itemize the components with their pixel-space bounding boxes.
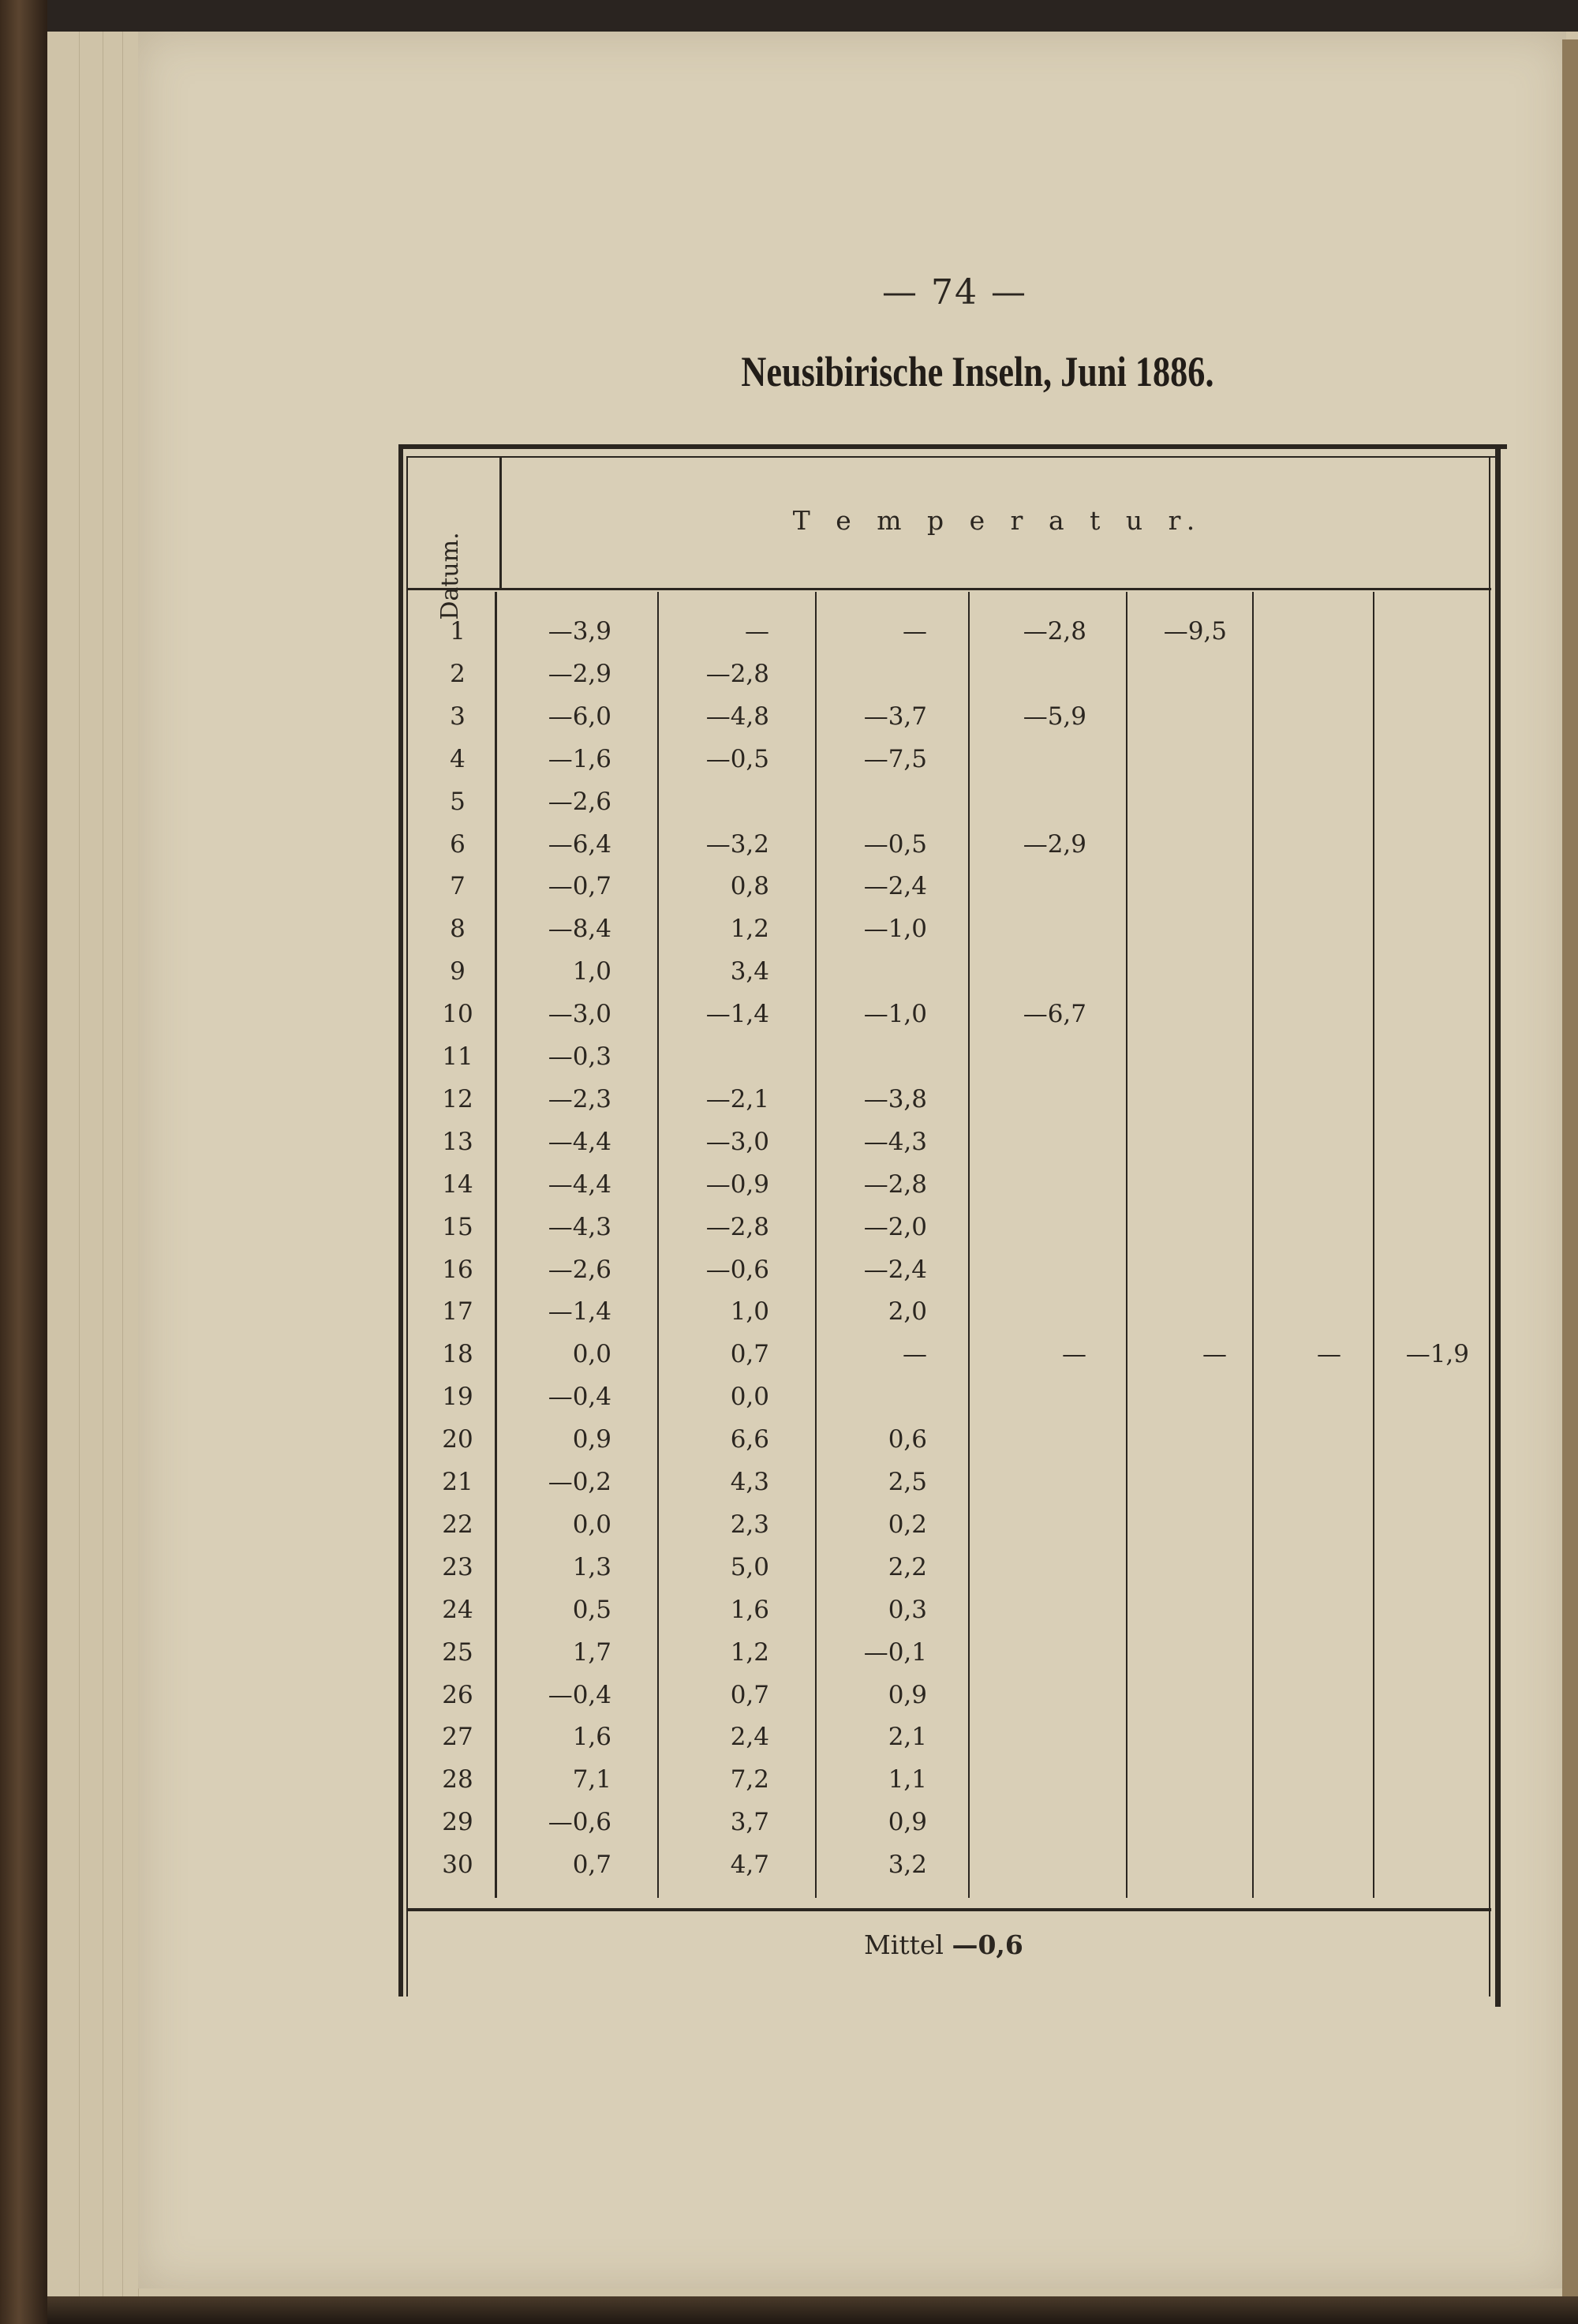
temperature-cell: [1343, 1038, 1469, 1076]
temperature-cell: [1215, 1166, 1341, 1203]
temperature-cell: 1,2: [730, 915, 769, 943]
temperature-cell: [1101, 1080, 1227, 1118]
temperature-cell: [1101, 1463, 1227, 1501]
temperature-cell: [1215, 1506, 1341, 1544]
temperature-cell: [801, 952, 927, 990]
temperature-cell: [960, 1506, 1086, 1544]
temperature-cell: [960, 1293, 1086, 1330]
temperature-cell: 0,0: [572, 1340, 611, 1368]
temperature-cell: [1215, 1634, 1341, 1671]
temperature-cell: —0,5: [705, 745, 769, 773]
temperature-cell: [1215, 1761, 1341, 1798]
temperature-cell: —0,6: [705, 1256, 769, 1284]
temperature-cell: —1,9: [1405, 1340, 1469, 1368]
temperature-cell: [1343, 1506, 1469, 1544]
day-number: 9: [450, 957, 466, 986]
mittel-value: —0,6: [952, 1929, 1023, 1960]
temperature-cell: [960, 655, 1086, 693]
temperature-cell: 1,6: [730, 1596, 769, 1624]
temperature-cell: —4,4: [548, 1170, 611, 1199]
temperature-cell: [960, 952, 1086, 990]
day-number: 4: [450, 745, 466, 773]
temperature-cell: —4,4: [548, 1128, 611, 1156]
header-datum: Datum.: [436, 532, 464, 620]
temperature-cell: —1,0: [863, 915, 927, 943]
temperature-cell: —4,3: [863, 1128, 927, 1156]
temperature-cell: —0,4: [548, 1383, 611, 1411]
temperature-cell: 0,8: [730, 872, 769, 900]
temperature-cell: 2,2: [888, 1553, 927, 1581]
temperature-cell: [1343, 1634, 1469, 1671]
temperature-cell: 1,2: [730, 1638, 769, 1667]
temperature-cell: —: [903, 617, 927, 646]
day-number: 6: [450, 830, 466, 859]
temperature-cell: —9,5: [1163, 617, 1227, 646]
temperature-cell: [1215, 1718, 1341, 1756]
temperature-cell: —3,0: [705, 1128, 769, 1156]
temperature-cell: [1101, 698, 1227, 735]
temperature-cell: [960, 1038, 1086, 1076]
temperature-cell: 0,9: [888, 1681, 927, 1709]
temperature-cell: —8,4: [548, 915, 611, 943]
temperature-cell: —0,1: [863, 1638, 927, 1667]
day-number: 18: [442, 1340, 473, 1368]
temperature-cell: 0,2: [888, 1510, 927, 1539]
temperature-cell: —7,5: [863, 745, 927, 773]
temperature-cell: [960, 1761, 1086, 1798]
temperature-cell: [1215, 1251, 1341, 1289]
temperature-cell: [1101, 867, 1227, 905]
temperature-cell: [1101, 1846, 1227, 1884]
temperature-cell: [1101, 1548, 1227, 1586]
temperature-cell: [1215, 655, 1341, 693]
temperature-cell: [1343, 1420, 1469, 1458]
temperature-cell: [1343, 1208, 1469, 1246]
temperature-cell: —2,6: [548, 788, 611, 816]
temperature-cell: —2,0: [863, 1213, 927, 1241]
temperature-cell: [643, 1038, 769, 1076]
temperature-cell: 7,2: [730, 1765, 769, 1794]
day-number: 22: [442, 1510, 473, 1539]
temperature-cell: [1215, 1548, 1341, 1586]
temperature-cell: [1343, 1166, 1469, 1203]
temperature-cell: [1101, 1803, 1227, 1841]
page-number: — 74 —: [882, 272, 1027, 312]
temperature-cell: —3,7: [863, 702, 927, 731]
temperature-cell: [1343, 698, 1469, 735]
temperature-cell: —0,6: [548, 1808, 611, 1836]
day-number: 13: [442, 1128, 473, 1156]
temperature-cell: [1101, 1761, 1227, 1798]
day-number: 16: [442, 1256, 473, 1284]
temperature-cell: [1343, 910, 1469, 948]
day-number: 10: [442, 1000, 473, 1028]
temperature-cell: [1343, 995, 1469, 1033]
temperature-cell: [1343, 1251, 1469, 1289]
temperature-cell: [960, 1846, 1086, 1884]
temperature-cell: —: [1202, 1340, 1227, 1368]
temperature-cell: [801, 1038, 927, 1076]
temperature-cell: 1,0: [572, 957, 611, 986]
table-left-rule: [398, 444, 403, 1997]
temperature-cell: [1215, 1378, 1341, 1416]
temperature-cell: 0,0: [730, 1383, 769, 1411]
temperature-cell: [960, 783, 1086, 821]
temperature-cell: [1343, 1718, 1469, 1756]
temperature-cell: [1343, 1378, 1469, 1416]
temperature-cell: —3,9: [548, 617, 611, 646]
temperature-cell: [1343, 612, 1469, 650]
temperature-cell: —2,3: [548, 1085, 611, 1113]
temperature-cell: [960, 1251, 1086, 1289]
temperature-cell: [960, 1676, 1086, 1714]
temperature-cell: [1215, 867, 1341, 905]
temperature-cell: [1343, 655, 1469, 693]
temperature-cell: —2,9: [548, 660, 611, 688]
temperature-cell: [1343, 1803, 1469, 1841]
temperature-cell: —1,0: [863, 1000, 927, 1028]
table-top-rule-thin: [406, 456, 1499, 458]
day-number: 21: [442, 1468, 473, 1496]
day-number: 15: [442, 1213, 473, 1241]
temperature-cell: [1101, 1123, 1227, 1161]
header-temperatur: T e m p e r a t u r.: [792, 505, 1204, 536]
header-bottom-rule: [406, 588, 1491, 590]
temperature-cell: —0,4: [548, 1681, 611, 1709]
temperature-cell: 0,9: [572, 1425, 611, 1454]
temperature-cell: [1343, 1548, 1469, 1586]
temperature-cell: 1,6: [572, 1723, 611, 1751]
temperature-cell: [1101, 1506, 1227, 1544]
temperature-cell: [1101, 740, 1227, 778]
temperature-cell: —2,8: [863, 1170, 927, 1199]
day-number: 28: [442, 1765, 473, 1794]
temperature-cell: [1101, 995, 1227, 1033]
temperature-cell: —0,3: [548, 1042, 611, 1071]
temperature-cell: [960, 910, 1086, 948]
temperature-cell: —6,4: [548, 830, 611, 859]
temperature-cell: —: [1062, 1340, 1086, 1368]
temperature-cell: [1215, 1420, 1341, 1458]
temperature-cell: [1101, 1293, 1227, 1330]
temperature-cell: [1343, 1293, 1469, 1330]
temperature-cell: 0,7: [730, 1681, 769, 1709]
temperature-cell: 1,7: [572, 1638, 611, 1667]
temperature-cell: [1215, 1803, 1341, 1841]
temperature-cell: 2,5: [888, 1468, 927, 1496]
temperature-cell: [1215, 1676, 1341, 1714]
temperature-cell: 0,7: [572, 1851, 611, 1879]
temperature-cell: 2,1: [888, 1723, 927, 1751]
temperature-cell: —2,4: [863, 872, 927, 900]
temperature-cell: [801, 783, 927, 821]
mittel-label: Mittel: [864, 1929, 944, 1960]
temperature-cell: [960, 1548, 1086, 1586]
temperature-cell: —0,9: [705, 1170, 769, 1199]
temperature-cell: [1101, 1378, 1227, 1416]
temperature-cell: [960, 1463, 1086, 1501]
day-number: 23: [442, 1553, 473, 1581]
temperature-cell: [1215, 952, 1341, 990]
temperature-cell: —2,1: [705, 1085, 769, 1113]
day-number: 1: [450, 617, 466, 646]
temperature-cell: [960, 1123, 1086, 1161]
temperature-cell: [643, 783, 769, 821]
temperature-cell: —5,9: [1023, 702, 1086, 731]
temperature-cell: [1343, 1591, 1469, 1629]
temperature-cell: 7,1: [572, 1765, 611, 1794]
day-number: 17: [442, 1297, 473, 1326]
temperature-cell: [1215, 740, 1341, 778]
temperature-cell: [1101, 1718, 1227, 1756]
temperature-cell: [1343, 825, 1469, 863]
temperature-cell: [1101, 1251, 1227, 1289]
temperature-cell: 2,4: [730, 1723, 769, 1751]
temperature-cell: [960, 1803, 1086, 1841]
temperature-cell: [1215, 1208, 1341, 1246]
temperature-cell: 3,2: [888, 1851, 927, 1879]
temperature-cell: —0,5: [863, 830, 927, 859]
day-number: 7: [450, 872, 466, 900]
temperature-cell: [1343, 1463, 1469, 1501]
temperature-cell: [801, 655, 927, 693]
temperature-cell: [1101, 952, 1227, 990]
temperature-cell: [960, 1166, 1086, 1203]
temperature-cell: —0,7: [548, 872, 611, 900]
temperature-cell: —2,8: [1023, 617, 1086, 646]
temperature-cell: [960, 740, 1086, 778]
temperature-cell: —2,8: [705, 660, 769, 688]
temperature-cell: —2,6: [548, 1256, 611, 1284]
temperature-cell: [960, 1080, 1086, 1118]
temperature-cell: —4,3: [548, 1213, 611, 1241]
table-right-rule: [1495, 444, 1501, 2007]
temperature-cell: [1101, 655, 1227, 693]
temperature-cell: [1215, 1123, 1341, 1161]
temperature-cell: [1215, 1591, 1341, 1629]
temperature-cell: —: [1317, 1340, 1341, 1368]
temperature-cell: 0,5: [572, 1596, 611, 1624]
temperature-cell: [1101, 1676, 1227, 1714]
temperature-cell: —4,8: [705, 702, 769, 731]
day-number: 24: [442, 1596, 473, 1624]
temperature-cell: —1,6: [548, 745, 611, 773]
temperature-cell: [960, 1378, 1086, 1416]
day-number: 25: [442, 1638, 473, 1667]
temperature-cell: [1101, 1038, 1227, 1076]
temperature-cell: [1101, 1420, 1227, 1458]
temperature-cell: [1343, 867, 1469, 905]
temperature-cell: 3,4: [730, 957, 769, 986]
temperature-cell: 5,0: [730, 1553, 769, 1581]
footer-rule: [406, 1908, 1491, 1911]
temperature-cell: 0,0: [572, 1510, 611, 1539]
temperature-cell: 1,1: [888, 1765, 927, 1794]
day-number: 27: [442, 1723, 473, 1751]
temperature-cell: [801, 1378, 927, 1416]
temperature-cell: —3,8: [863, 1085, 927, 1113]
temperature-cell: 0,7: [730, 1340, 769, 1368]
temperature-cell: [1101, 1208, 1227, 1246]
day-number: 11: [442, 1042, 473, 1071]
temperature-cell: 4,3: [730, 1468, 769, 1496]
temperature-cell: [1343, 740, 1469, 778]
temperature-cell: [1343, 1676, 1469, 1714]
table-left-inner-rule: [406, 456, 408, 1997]
temperature-cell: —: [745, 617, 769, 646]
temperature-cell: [1215, 783, 1341, 821]
temperature-cell: [1101, 783, 1227, 821]
temperature-cell: [1343, 1846, 1469, 1884]
mittel-row: [864, 1929, 1023, 1960]
temperature-cell: [960, 1634, 1086, 1671]
temperature-cell: —2,8: [705, 1213, 769, 1241]
day-number: 3: [450, 702, 466, 731]
temperature-cell: [960, 1591, 1086, 1629]
temperature-cell: [1101, 1634, 1227, 1671]
temperature-cell: [1101, 1166, 1227, 1203]
temperature-cell: [1215, 698, 1341, 735]
day-number: 20: [442, 1425, 473, 1454]
temperature-cell: [1343, 952, 1469, 990]
day-number: 19: [442, 1383, 473, 1411]
table-right-inner-rule: [1489, 456, 1490, 1997]
temperature-cell: 4,7: [730, 1851, 769, 1879]
temperature-cell: —2,9: [1023, 830, 1086, 859]
temperature-cell: [960, 867, 1086, 905]
temperature-cell: [1215, 612, 1341, 650]
temperature-cell: 2,3: [730, 1510, 769, 1539]
temperature-cell: [1215, 1080, 1341, 1118]
day-number: 8: [450, 915, 466, 943]
temperature-cell: 2,0: [888, 1297, 927, 1326]
temperature-cell: —6,0: [548, 702, 611, 731]
temperature-cell: 0,3: [888, 1596, 927, 1624]
temperature-cell: [1101, 1591, 1227, 1629]
temperature-cell: —3,0: [548, 1000, 611, 1028]
temperature-cell: 6,6: [730, 1425, 769, 1454]
temperature-cell: —1,4: [548, 1297, 611, 1326]
temperature-cell: —: [903, 1340, 927, 1368]
datum-column-rule-header: [499, 456, 502, 588]
day-number: 12: [442, 1085, 473, 1113]
temperature-cell: [960, 1718, 1086, 1756]
temperature-cell: [1215, 1293, 1341, 1330]
temperature-cell: —3,2: [705, 830, 769, 859]
day-number: 26: [442, 1681, 473, 1709]
day-number: 30: [442, 1851, 473, 1879]
temperature-cell: 1,0: [730, 1297, 769, 1326]
temperature-cell: 1,3: [572, 1553, 611, 1581]
temperature-cell: 3,7: [730, 1808, 769, 1836]
temperature-cell: [1343, 1123, 1469, 1161]
temperature-cell: [960, 1208, 1086, 1246]
temperature-cell: [1215, 995, 1341, 1033]
day-number: 29: [442, 1808, 473, 1836]
page-title: Neusibirische Inseln, Juni 1886.: [741, 348, 1214, 395]
temperature-cell: [1215, 1846, 1341, 1884]
day-number: 14: [442, 1170, 473, 1199]
temperature-cell: [1101, 910, 1227, 948]
day-number: 2: [450, 660, 466, 688]
temperature-cell: [1215, 1038, 1341, 1076]
temperature-cell: 0,9: [888, 1808, 927, 1836]
temperature-cell: —1,4: [705, 1000, 769, 1028]
temperature-cell: [1343, 783, 1469, 821]
temperature-cell: [1343, 1761, 1469, 1798]
day-number: 5: [450, 788, 466, 816]
temperature-cell: [1101, 825, 1227, 863]
temperature-cell: [1215, 1463, 1341, 1501]
temperature-cell: —6,7: [1023, 1000, 1086, 1028]
temperature-cell: —0,2: [548, 1468, 611, 1496]
temperature-cell: 0,6: [888, 1425, 927, 1454]
temperature-cell: [960, 1420, 1086, 1458]
table-top-rule-thick: [398, 444, 1507, 449]
temperature-cell: [1343, 1080, 1469, 1118]
temperature-cell: [1215, 910, 1341, 948]
temperature-cell: —2,4: [863, 1256, 927, 1284]
temperature-cell: [1215, 825, 1341, 863]
